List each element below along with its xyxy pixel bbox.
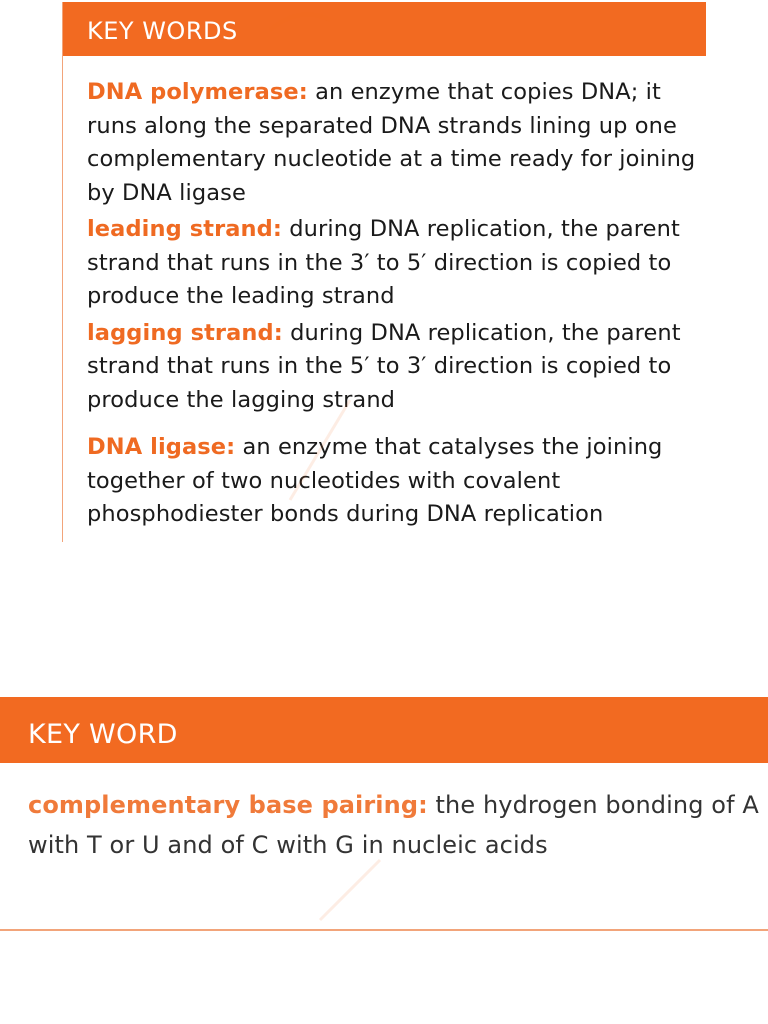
definition-text: an enzyme that catalyses the joining together of two nucleotides with covalent phosphodiester bonds during DNA replication — [87, 434, 663, 527]
definition-complementary-base-pairing — [28, 785, 768, 865]
definition-dna-polymerase — [87, 76, 706, 210]
key-words-header: KEY WORDS — [63, 2, 706, 56]
key-words-entries — [63, 56, 706, 532]
definition-leading-strand — [87, 213, 706, 314]
term-label: complementary base pairing: — [28, 791, 428, 819]
key-words-box — [62, 2, 706, 542]
definition-lagging-strand — [87, 317, 706, 418]
term-label: DNA polymerase: — [87, 79, 308, 105]
term-label: lagging strand: — [87, 319, 283, 346]
definition-dna-ligase — [87, 431, 706, 532]
key-word-header: KEY WORD — [0, 697, 768, 763]
definition-text: during DNA replication, the parent strand that runs in the 3′ to 5′ direction is copied to produce the leading strand — [87, 216, 680, 309]
definition-text: during DNA replication, the parent strand that runs in the 5′ to 3′ direction is copied to produce the lagging strand — [87, 319, 681, 413]
key-word-box — [0, 697, 768, 931]
definition-text: the hydrogen bonding of A with T or U and of C with G in nucleic acids — [28, 791, 759, 859]
definition-text: an enzyme that copies DNA; it runs along the separated DNA strands lining up one complementary nucleotide at a time ready for joining by DNA ligase — [87, 79, 696, 206]
term-label: leading strand: — [87, 216, 282, 242]
key-word-entries — [0, 763, 768, 865]
term-label: DNA ligase: — [87, 434, 236, 460]
